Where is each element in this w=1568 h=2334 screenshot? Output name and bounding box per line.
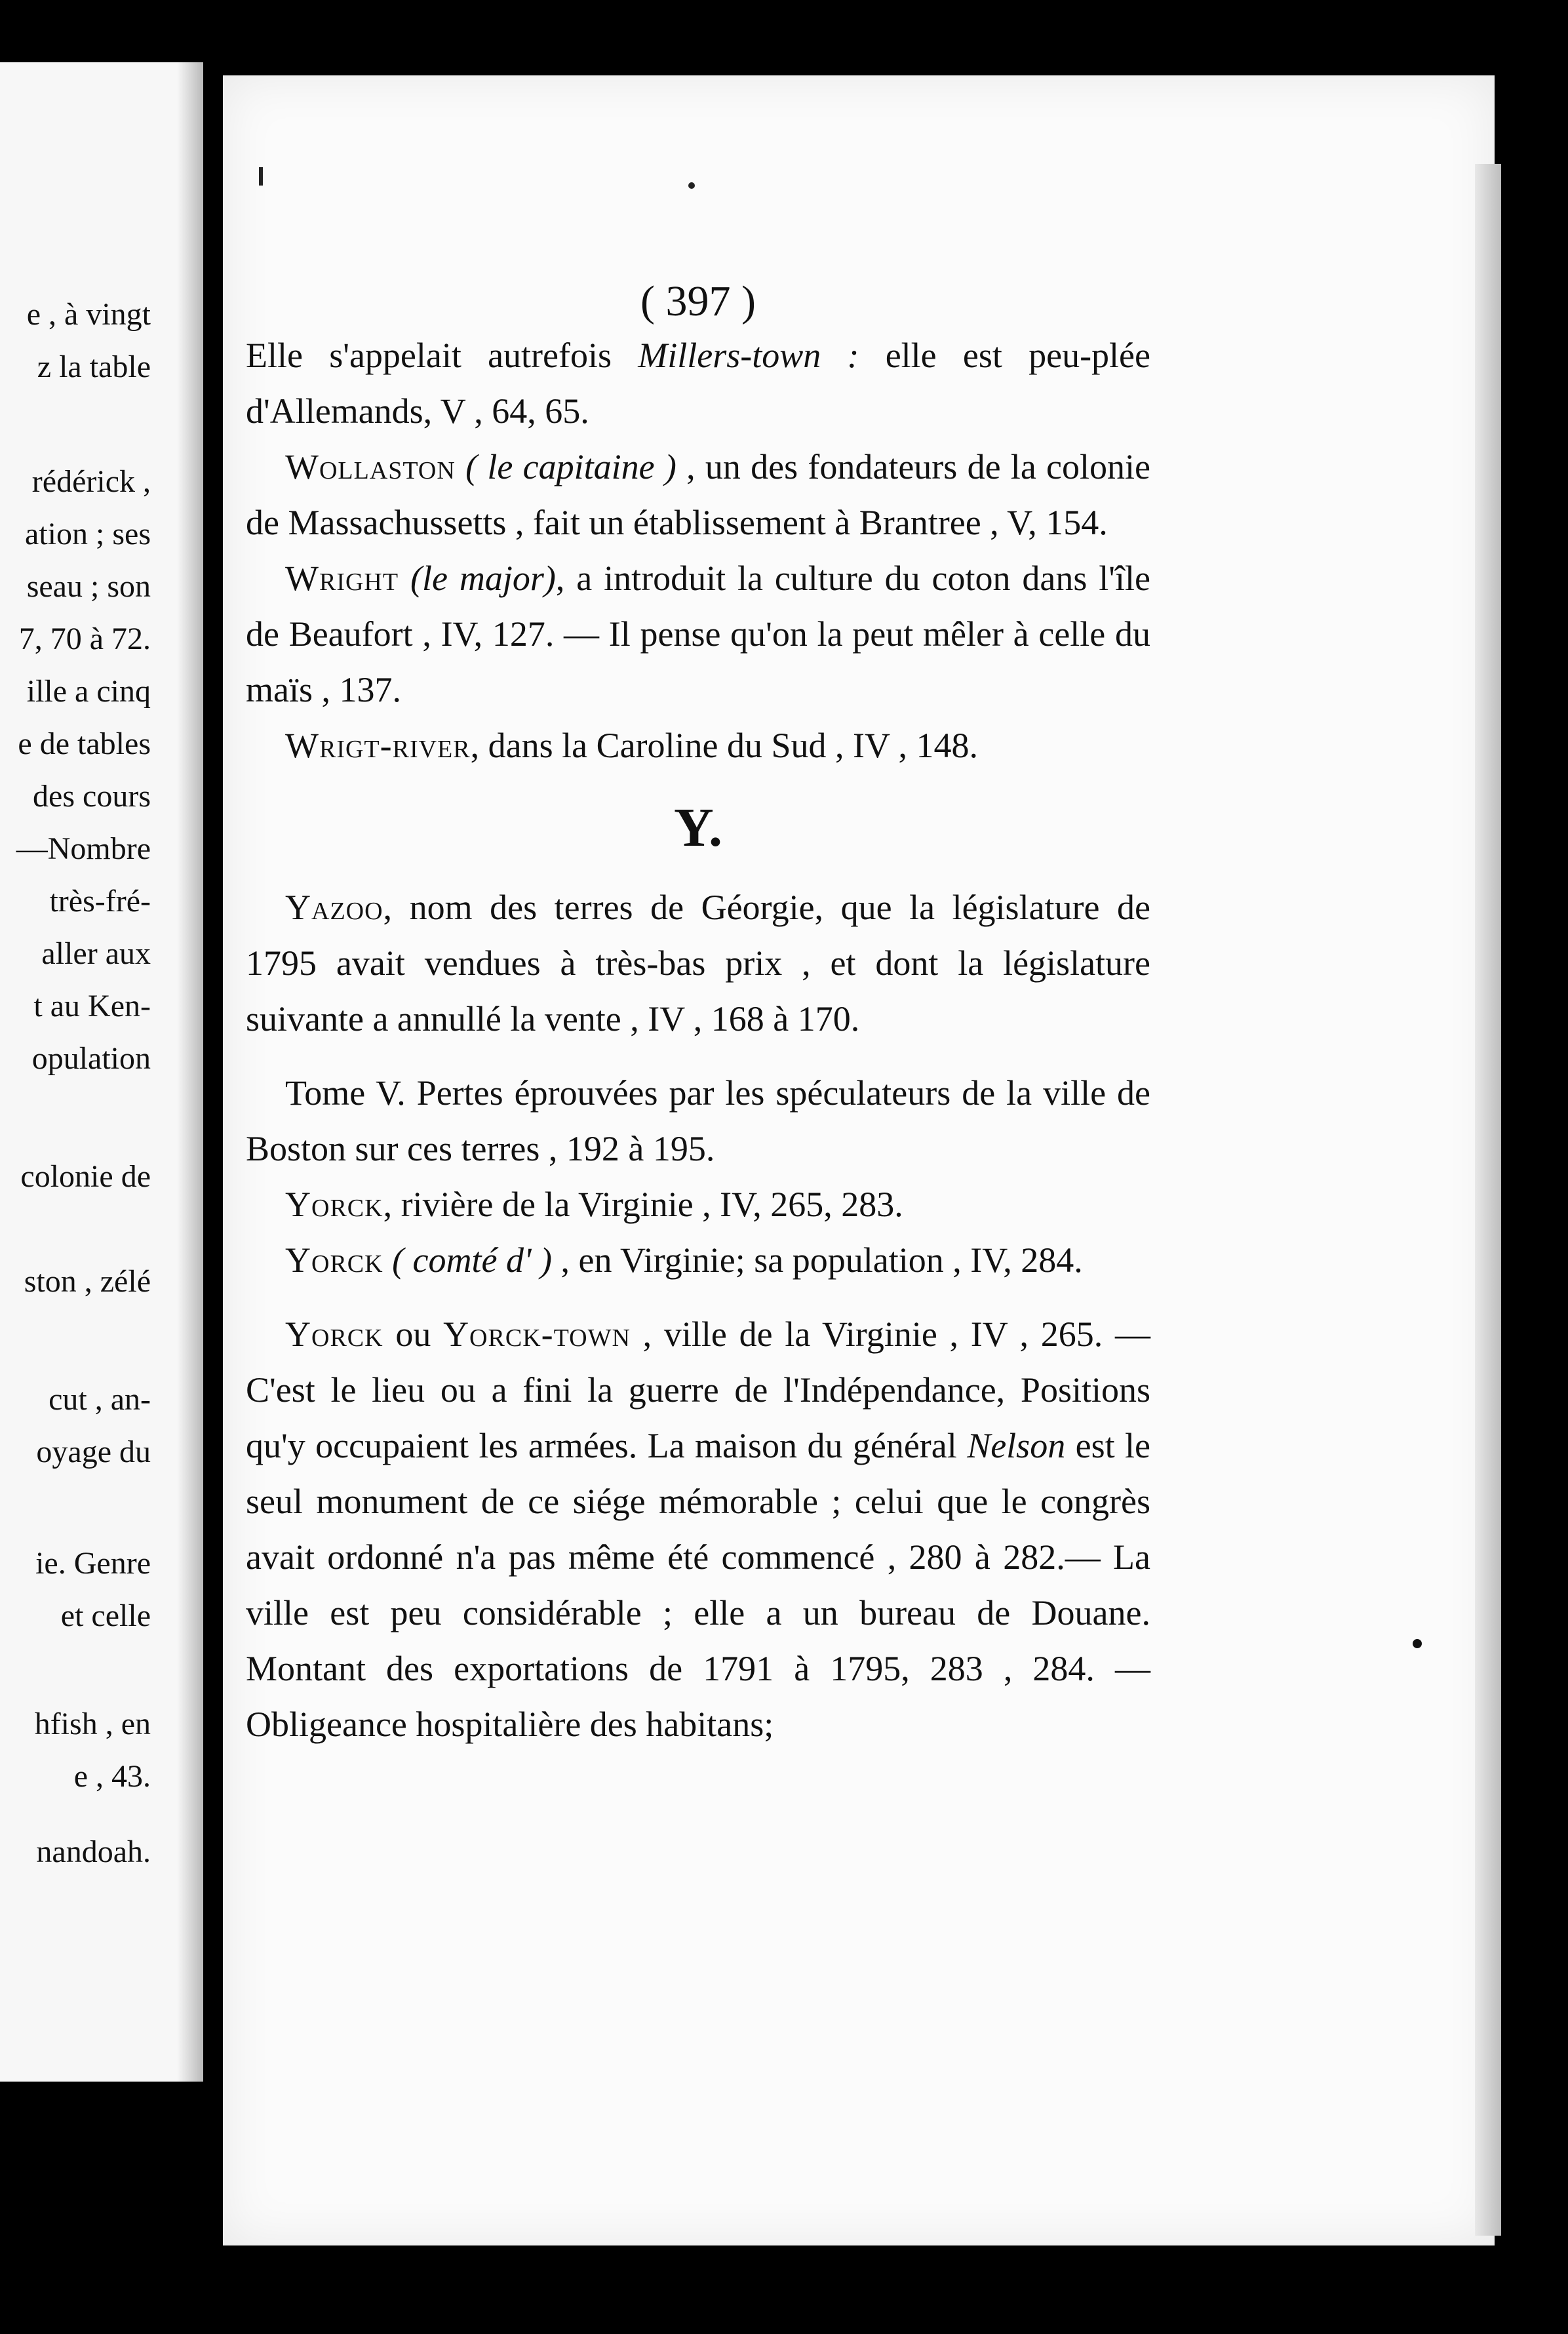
ink-dot (688, 182, 695, 189)
page-gutter-shadow (177, 62, 203, 2082)
ink-dot (1413, 1639, 1422, 1648)
left-page-line: z la table (37, 349, 151, 384)
entry-text: est le seul monument de ce siége mémorable ; celui que le congrès avait ordonné n'a pas même été commencé , 280 à 282.— La ville est peu considérable ; elle a un bureau de Douane. Montant des exportations de 1791 à 1795, 283 , 284. — Obligeance hospitalière des habitans; (246, 1426, 1150, 1744)
left-facing-page (0, 62, 203, 2082)
place-name: Millers-town : (638, 336, 859, 375)
entry-text: , ville de la Virginie , IV , 265. — C'est le lieu ou a fini la guerre de l'Indépendance, Positions qu'y occupaient les armées. La maison du général (246, 1315, 1150, 1465)
entry-headword: Wollaston (285, 447, 456, 486)
left-page-line: cut , an- (49, 1382, 151, 1417)
left-page-line: ation ; ses (25, 517, 151, 551)
entry-headword: Wright (285, 559, 399, 598)
left-page-line: très-fré- (49, 884, 151, 919)
left-page-line: ille a cinq (26, 674, 151, 709)
entry-headword: Wrigt-river (285, 726, 471, 765)
page-number: ( 397 ) (640, 277, 756, 325)
intro-text: elle est peu-plée d'Allemands, V , 64, 65. (246, 336, 1150, 431)
entry-headword: Yazoo (285, 888, 383, 927)
ink-mark (259, 167, 263, 186)
entry-title: (le major) (399, 559, 556, 598)
entry-headword: Yorck (285, 1315, 383, 1354)
left-page-line: oyage du (36, 1434, 151, 1469)
person-name: Nelson (967, 1426, 1066, 1465)
left-page-line: e , à vingt (26, 297, 151, 332)
left-page-line: des cours (33, 779, 151, 814)
entry-wright (246, 551, 1150, 718)
left-page-line: nandoah. (36, 1834, 151, 1869)
left-page-line: aller aux (41, 936, 151, 971)
left-page-line: et celle (60, 1598, 151, 1633)
left-page-line: 7, 70 à 72. (18, 622, 151, 656)
entry-headword: Yorck (285, 1185, 383, 1224)
entry-text: , rivière de la Virginie , IV, 265, 283. (383, 1185, 903, 1224)
intro-text: Elle s'appelait autrefois (246, 336, 638, 375)
entry-text: , un des fondateurs de la colonie de Massachussetts , fait un établissement à Brantree , V, 154. (246, 447, 1150, 542)
left-page-line: e de tables (18, 726, 151, 761)
left-page-line: rédérick , (31, 464, 151, 499)
entry-connector: ou (383, 1315, 444, 1354)
entry-yorck-comte (246, 1233, 1150, 1288)
page-edge-strip (1475, 164, 1501, 2236)
entry-yorck-town (246, 1307, 1150, 1752)
entry-headword: Yorck (285, 1240, 383, 1280)
entry-text: , nom des terres de Géorgie, que la législature de 1795 avait vendues à très-bas prix , et dont la législature suivante a annullé la vente , IV , 168 à 170. (246, 888, 1150, 1038)
left-page-line: ston , zélé (24, 1264, 151, 1299)
entry-title: ( le capitaine ) (455, 447, 687, 486)
left-page-line: colonie de (20, 1159, 151, 1194)
page-text (246, 269, 1150, 1752)
left-page-line: seau ; son (26, 569, 151, 604)
left-page-line: t au Ken- (33, 989, 151, 1023)
entry-wollaston (246, 439, 1150, 551)
section-heading: Y. (674, 797, 722, 858)
left-page-line: hfish , en (34, 1707, 151, 1741)
entry-text: , dans la Caroline du Sud , IV , 148. (470, 726, 979, 765)
left-page-line: e , 43. (73, 1759, 151, 1794)
entry-text: , a introduit la culture du coton dans l'île de Beaufort , IV, 127. — Il pense qu'on la peut mêler à celle du maïs , 137. (246, 559, 1151, 709)
entry-yazoo (246, 880, 1150, 1047)
entry-headword: Yorck-town (443, 1315, 631, 1354)
entry-title: ( comté d' ) (383, 1240, 553, 1280)
left-page-line: —Nombre (16, 831, 151, 866)
entry-yorck-river (246, 1177, 1150, 1233)
entry-text: , en Virginie; sa population , IV, 284. (552, 1240, 1083, 1280)
intro-paragraph (246, 328, 1150, 439)
left-page-line: opulation (31, 1041, 151, 1076)
entry-tome: Tome V. Pertes éprouvées par les spéculateurs de la ville de Boston sur ces terres , 192 à 195. (246, 1073, 1150, 1168)
entry-wrigt-river (246, 718, 1150, 774)
left-page-line: ie. Genre (35, 1546, 151, 1581)
